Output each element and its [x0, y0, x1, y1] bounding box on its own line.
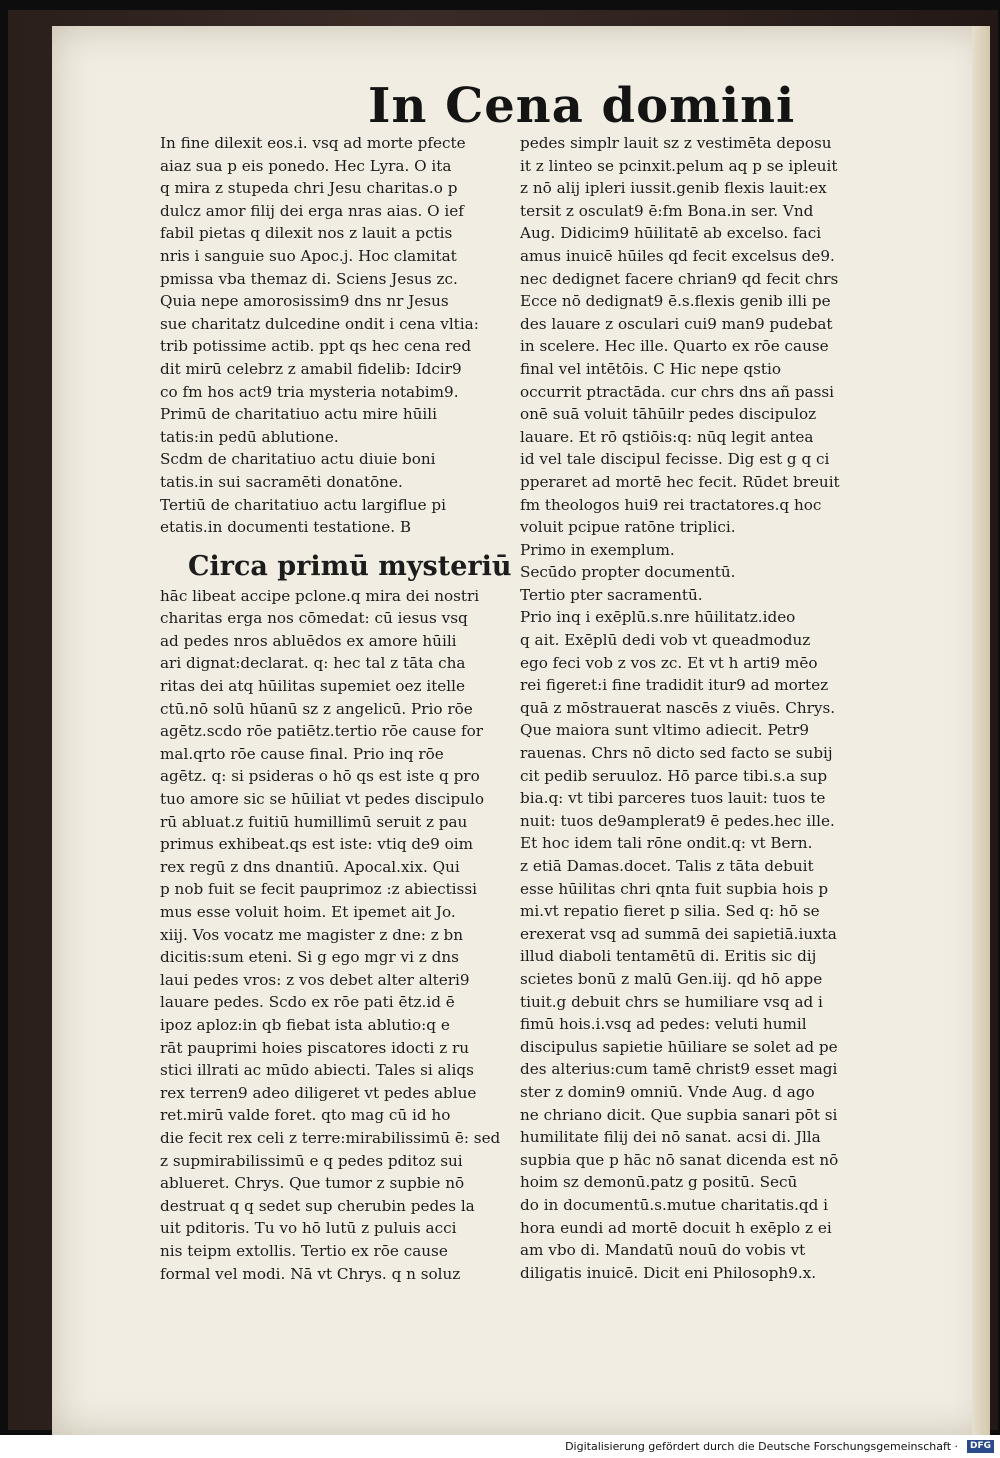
text-line: dicitis:sum eteni. Si g ego mgr vi z dns — [160, 948, 459, 967]
text-line: pedes simplr lauit sz z vestimēta deposu — [520, 134, 832, 152]
text-line: Quia nepe amorosissim9 dns nr Jesus — [160, 292, 449, 311]
text-line: q mira z stupeda chri Jesu charitas.o p — [160, 179, 458, 198]
text-line: rū abluat.z fuitiū humillimū seruit z pau — [160, 812, 468, 831]
text-line: scietes bonū z malū Gen.iij. qd hō appe — [520, 969, 823, 988]
text-line: charitas erga nos cōmedat: cū iesus vsq — [160, 609, 468, 628]
text-line: q ait. Exēplū dedi vob vt queadmoduz — [520, 631, 811, 650]
text-line: rāt pauprimi hoies piscatores idocti z ru — [160, 1038, 470, 1057]
text-line: mi.vt repatio fieret p silia. Sed q: hō se — [520, 902, 820, 921]
text-line: laui pedes vros: z vos debet alter alteri9 — [160, 970, 470, 989]
text-line: Ecce nō dedignat9 ē.s.flexis genib illi pe — [520, 292, 831, 311]
text-line: xiij. Vos vocatz me magister z dne: z bn — [160, 925, 464, 944]
text-line: die fecit rex celi z terre:mirabilissimū ē: sed — [160, 1128, 501, 1147]
text-line: Tertio pter sacramentū. — [520, 585, 703, 604]
text-line: hāc libeat accipe pclone.q mira dei nostri — [160, 586, 480, 605]
text-line: stici illrati ac mūdo abiecti. Tales si aliqs — [160, 1061, 474, 1080]
text-line: ablueret. Chrys. Que tumor z supbie nō — [160, 1174, 465, 1193]
text-line: do in documentū.s.mutue charitatis.qd i — [520, 1195, 829, 1214]
text-line: hoim sz demonū.patz g positū. Secū — [520, 1173, 798, 1192]
section-heading: Circa primū mysteriū — [188, 550, 512, 582]
text-line: ego feci vob z vos zc. Et vt h arti9 mēo — [520, 653, 818, 672]
text-line: ritas dei atq hūilitas supemiet oez itelle — [160, 677, 465, 696]
text-line: z etiā Damas.docet. Talis z tāta debuit — [520, 857, 814, 875]
text-line: aiaz sua p eis ponedo. Hec Lyra. O ita — [160, 156, 452, 175]
text-line: Aug. Didicim9 hūilitatē ab excelso. faci — [520, 224, 822, 243]
text-line: agētz.scdo rōe patiētz.tertio rōe cause for — [160, 722, 484, 741]
text-line: Scdm de charitatiuo actu diuie boni — [160, 450, 436, 469]
text-line: des alterius:cum tamē christ9 esset magi — [520, 1060, 838, 1079]
text-line: trib potissime actib. ppt qs hec cena red — [160, 337, 472, 356]
right-paragraphs — [520, 132, 920, 1284]
text-line: tatis.in sui sacramēti donatōne. — [160, 472, 403, 491]
text-line: discipulus sapietie hūiliare se solet ad pe — [520, 1037, 838, 1056]
text-line: dulcz amor filij dei erga nras aias. O ief — [160, 201, 464, 220]
text-line: etatis.in documenti testatione. B — [160, 518, 412, 537]
footer-bar — [0, 1435, 1000, 1458]
text-line: in scelere. Hec ille. Quarto ex rōe cause — [520, 337, 829, 356]
text-line: it z linteo se pcinxit.pelum aq p se ipleuit — [520, 156, 838, 175]
text-line: destruat q q sedet sup cherubin pedes la — [160, 1196, 475, 1215]
text-line: z nō alij ipleri iussit.genib flexis lauit:ex — [520, 179, 827, 198]
text-line: erexerat vsq ad summā dei sapietiā.iuxta — [520, 924, 837, 943]
text-line: nris i sanguie suo Apoc.j. Hoc clamitat — [160, 246, 457, 265]
text-line: rei figeret:i fine tradidit itur9 ad mortez — [520, 676, 829, 695]
text-line: sue charitatz dulcedine ondit i cena vltia: — [160, 314, 479, 333]
text-line: ipoz aploz:in qb fiebat ista ablutio:q e — [160, 1015, 450, 1034]
text-line: tatis:in pedū ablutione. — [160, 427, 339, 446]
text-line: Primū de charitatiuo actu mire hūili — [160, 405, 437, 424]
text-line: lauare pedes. Scdo ex rōe pati ētz.id ē — [160, 993, 455, 1012]
text-line: nuit: tuos de9amplerat9 ē pedes.hec ille. — [520, 811, 835, 830]
left-paragraphs — [160, 132, 545, 539]
text-line: Primo in exemplum. — [520, 540, 675, 559]
text-line: agētz. q: si psideras o hō qs est iste q pro — [160, 767, 480, 786]
text-line: formal vel modi. Nā vt Chrys. q n soluz — [160, 1264, 461, 1283]
text-line: am vbo di. Mandatū nouū do vobis vt — [520, 1241, 806, 1260]
text-line: fimū hois.i.vsq ad pedes: veluti humil — [520, 1015, 807, 1034]
text-line: primus exhibeat.qs est iste: vtiq de9 oim — [160, 835, 473, 854]
section-spacer — [160, 539, 545, 549]
text-line: final vel intētōis. C Hic nepe qstio — [520, 359, 781, 378]
text-line: ret.mirū valde foret. qto mag cū id ho — [160, 1106, 451, 1125]
text-line: amus inuicē hūiles qd fecit excelsus de9. — [520, 246, 835, 265]
text-line: p nob fuit se fecit pauprimoz :z abiectissi — [160, 880, 477, 899]
text-line: ster z domin9 omniū. Vnde Aug. d ago — [520, 1082, 815, 1101]
text-line: fm theologos hui9 rei tractatores.q hoc — [520, 495, 822, 514]
text-line: tersit z osculat9 ē:fm Bona.in ser. Vnd — [520, 201, 814, 220]
text-line: tiuit.g debuit chrs se humiliare vsq ad i — [520, 992, 823, 1011]
text-line: nis teipm extollis. Tertio ex rōe cause — [160, 1241, 448, 1260]
text-line: ctū.nō solū hūanū sz z angelicū. Prio rōe — [160, 699, 473, 718]
text-line: onē suā voluit tāhūilr pedes discipuloz — [520, 405, 817, 424]
text-line: ad pedes nros abluēdos ex amore hūili — [160, 631, 457, 650]
text-line: des lauare z osculari cui9 man9 pudebat — [520, 314, 833, 333]
text-line: pperaret ad mortē hec fecit. Rūdet breuit — [520, 472, 840, 491]
left-paragraphs-continued — [160, 585, 545, 1285]
text-line: Tertiū de charitatiuo actu largiflue pi — [160, 495, 446, 514]
text-line: rauenas. Chrs nō dicto sed facto se subij — [520, 744, 833, 763]
text-line: diligatis inuicē. Dicit eni Philosoph9.x. — [520, 1263, 817, 1282]
text-line: id vel tale discipul fecisse. Dig est g q ci — [520, 450, 830, 469]
text-line: fabil pietas q dilexit nos z lauit a pctis — [160, 224, 453, 243]
dfg-logo-icon: DFG — [967, 1440, 994, 1453]
text-line: cit pedib seruuloz. Hō parce tibi.s.a sup — [520, 766, 828, 785]
text-line: z supmirabilissimū e q pedes pditoz sui — [160, 1151, 463, 1170]
text-line: lauare. Et rō qstiōis:q: nūq legit antea — [520, 427, 814, 446]
text-line: supbia que p hāc nō sanat dicenda est nō — [520, 1150, 839, 1169]
text-line: rex terren9 adeo diligeret vt pedes ablue — [160, 1083, 477, 1102]
text-line: mal.qrto rōe cause final. Prio inq rōe — [160, 744, 444, 763]
text-line: bia.q: vt tibi parceres tuos lauit: tuos te — [520, 789, 826, 808]
text-line: rex regū z dns dnantiū. Apocal.xix. Qui — [160, 857, 460, 876]
text-line: illud diaboli tentamētū di. Eritis sic dij — [520, 947, 817, 966]
text-line: occurrit ptractāda. cur chrs dns añ passi — [520, 382, 835, 401]
text-line: tuo amore sic se hūiliat vt pedes discipulo — [160, 790, 485, 809]
text-line: esse hūilitas chri qnta fuit supbia hois p — [520, 879, 829, 898]
text-line: ne chriano dicit. Que supbia sanari pōt si — [520, 1105, 838, 1124]
text-line: Que maiora sunt vltimo adiecit. Petr9 — [520, 721, 809, 740]
text-line: voluit pcipue ratōne triplici. — [520, 518, 736, 537]
text-line: humilitate filij dei nō sanat. acsi di. Jlla — [520, 1128, 821, 1147]
text-line: pmissa vba themaz di. Sciens Jesus zc. — [160, 269, 458, 288]
text-line: dit mirū celebrz z amabil fidelib: Idcir9 — [160, 359, 462, 378]
text-line: Prio inq i exēplū.s.nre hūilitatz.ideo — [520, 608, 796, 627]
text-line: ari dignat:declarat. q: hec tal z tāta cha — [160, 654, 466, 673]
page-title: In Cena domini — [368, 78, 796, 134]
text-line: Et hoc idem tali rōne ondit.q: vt Bern. — [520, 834, 813, 853]
text-line: co fm hos act9 tria mysteria notabim9. — [160, 382, 459, 401]
right-column — [520, 132, 920, 1284]
left-column — [160, 132, 545, 1285]
text-line: quā z mōstrauerat nascēs z viuēs. Chrys. — [520, 698, 836, 717]
text-line: nec dedignet facere chrian9 qd fecit chrs — [520, 269, 839, 288]
text-line: In fine dilexit eos.i. vsq ad morte pfecte — [160, 134, 466, 152]
text-line: hora eundi ad mortē docuit h exēplo z ei — [520, 1218, 832, 1237]
text-line: mus esse voluit hoim. Et ipemet ait Jo. — [160, 903, 456, 921]
funding-notice: Digitalisierung gefördert durch die Deutsche Forschungsgemeinschaft · — [565, 1440, 958, 1453]
page-edge — [972, 26, 990, 1436]
text-line: uit pditoris. Tu vo hō lutū z puluis acci — [160, 1219, 457, 1238]
text-line: Secūdo propter documentū. — [520, 563, 736, 582]
